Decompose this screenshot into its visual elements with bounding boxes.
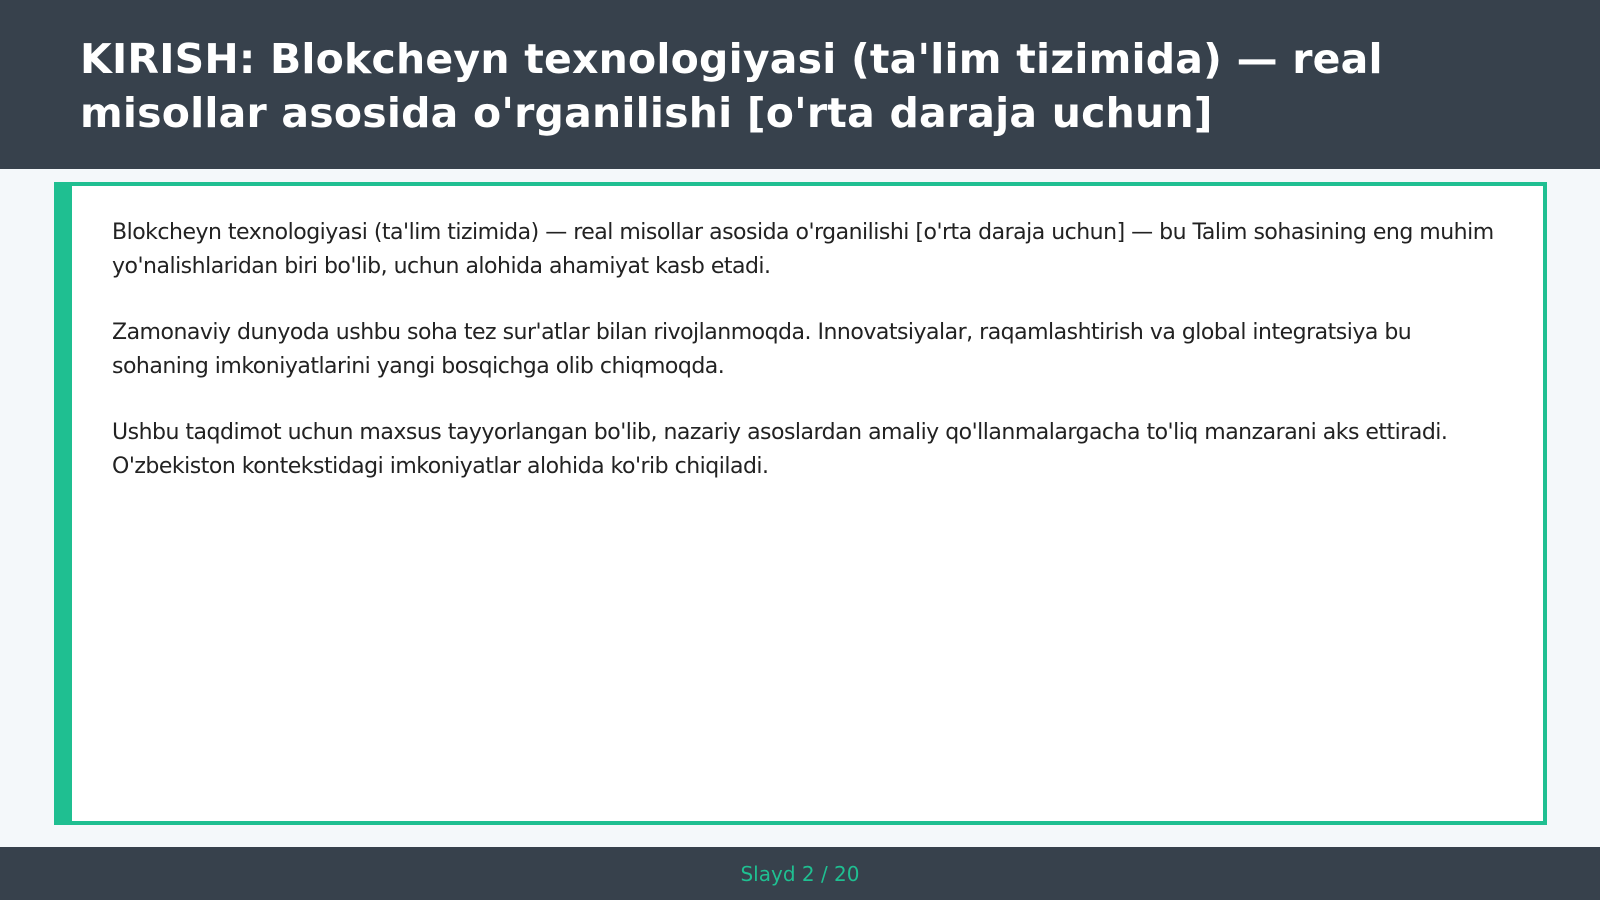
paragraph-presentation-scope: Ushbu taqdimot uchun maxsus tayyorlangan bo'lib, nazariy asoslardan amaliy qo'llanmalargacha to'liq manzarani aks ettiradi. O'zbekiston kontekstidagi imkoniyatlar alohida ko'rib chiqiladi. [112,420,1448,479]
paragraph-modern-world: Zamonaviy dunyoda ushbu soha tez sur'atlar bilan rivojlanmoqda. Innovatsiyalar, raqamlashtirish va global integratsiya bu sohaning imkoniyatlarini yangi bosqichga olib chiqmoqda. [112,320,1412,379]
slide-title: KIRISH: Blokcheyn texnologiyasi (ta'lim tizimida) — real misollar asosida o'rganilishi [o'rta daraja uchun] [80,35,1383,137]
content-body [72,186,1543,484]
paragraph-intro: Blokcheyn texnologiyasi (ta'lim tizimida) — real misollar asosida o'rganilishi [o'rta daraja uchun] — bu Talim sohasining eng muhim yo'nalishlaridan biri bo'lib, uchun alohida ahamiyat kasb etadi. [112,220,1494,279]
slide-footer [0,847,1600,900]
content-panel [54,182,1547,825]
slide-counter: Slayd 2 / 20 [740,861,860,886]
slide-header [0,0,1600,169]
